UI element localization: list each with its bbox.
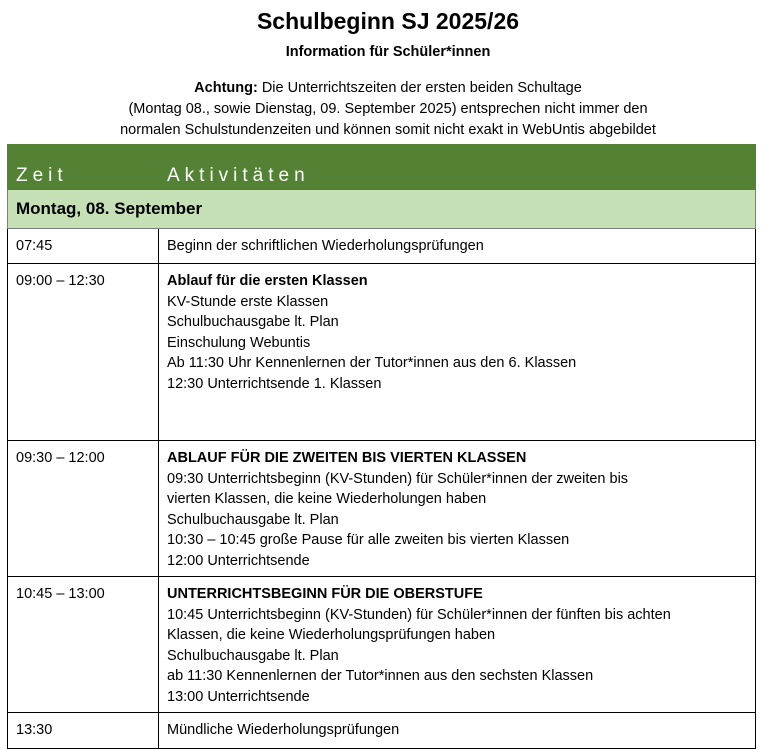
notice-text (0, 78, 776, 141)
activity-line: 10:30 – 10:45 große Pause für alle zweiten bis vierten Klassen (167, 532, 570, 548)
row-time: 09:30 – 12:00 (8, 441, 159, 577)
day-row (8, 190, 756, 229)
activity-line: vierten Klassen, die keine Wiederholungen haben (167, 491, 487, 507)
activity-heading: Ablauf für die ersten Klassen (167, 273, 368, 289)
notice-line-3: normalen Schulstundenzeiten und können somit nicht exakt in WebUntis abgebildet (120, 122, 656, 138)
document-subtitle: Information für Schüler*innen (285, 44, 491, 60)
activity-line: 12:30 Unterrichtsende 1. Klassen (167, 375, 382, 392)
activity-line: Schulbuchausgabe lt. Plan (167, 511, 339, 528)
column-header-time: Zeit (8, 145, 159, 190)
activity-line: 09:30 Unterrichtsbeginn (KV-Stunden) für Schüler*innen der zweiten bis (167, 470, 629, 487)
row-time: 10:45 – 13:00 (8, 577, 159, 713)
row-time: 09:00 – 12:30 (8, 264, 159, 441)
activity-line: Klassen, die keine Wiederholungsprüfungen haben (167, 627, 496, 643)
schedule-table (7, 144, 756, 749)
table-row (8, 264, 756, 441)
activity-line: 13:00 Unterrichtsende (167, 688, 310, 705)
row-activities (159, 264, 756, 441)
activity-heading: UNTERRICHTSBEGINN FÜR DIE OBERSTUFE (167, 586, 483, 602)
row-activities (159, 229, 756, 264)
document-title: Schulbeginn SJ 2025/26 (256, 8, 520, 34)
notice-label: Achtung: (194, 80, 258, 96)
row-activities (159, 577, 756, 713)
activity-line: Mündliche Wiederholungsprüfungen (167, 722, 400, 738)
activity-line: Ab 11:30 Uhr Kennenlernen der Tutor*innen aus den 6. Klassen (167, 355, 577, 371)
row-activities (159, 441, 756, 577)
activity-line: 12:00 Unterrichtsende (167, 552, 310, 569)
row-time: 13:30 (8, 713, 159, 749)
activity-line: 10:45 Unterrichtsbeginn (KV-Stunden) für Schüler*innen der fünften bis achten (167, 606, 671, 623)
day-heading: Montag, 08. September (8, 190, 756, 229)
activity-heading: ABLAUF FÜR DIE ZWEITEN BIS VIERTEN KLASSEN (167, 450, 527, 466)
activity-line: Schulbuchausgabe lt. Plan (167, 647, 339, 664)
row-activities (159, 713, 756, 749)
table-row (8, 713, 756, 749)
table-header-row (8, 145, 756, 190)
column-header-activities: Aktivitäten (159, 145, 756, 190)
activity-line: Schulbuchausgabe lt. Plan (167, 314, 339, 330)
table-row (8, 229, 756, 264)
activity-line: KV-Stunde erste Klassen (167, 293, 329, 310)
notice-line-2: (Montag 08., sowie Dienstag, 09. September 2025) entsprechen nicht immer den (128, 101, 648, 117)
table-row (8, 577, 756, 713)
row-time: 07:45 (8, 229, 159, 264)
activity-line: Einschulung Webuntis (167, 334, 311, 351)
notice-line-1: Die Unterrichtszeiten der ersten beiden Schultage (257, 80, 582, 96)
activity-line: ab 11:30 Kennenlernen der Tutor*innen aus den sechsten Klassen (167, 668, 594, 684)
activity-line: Beginn der schriftlichen Wiederholungsprüfungen (167, 238, 484, 254)
table-row (8, 441, 756, 577)
